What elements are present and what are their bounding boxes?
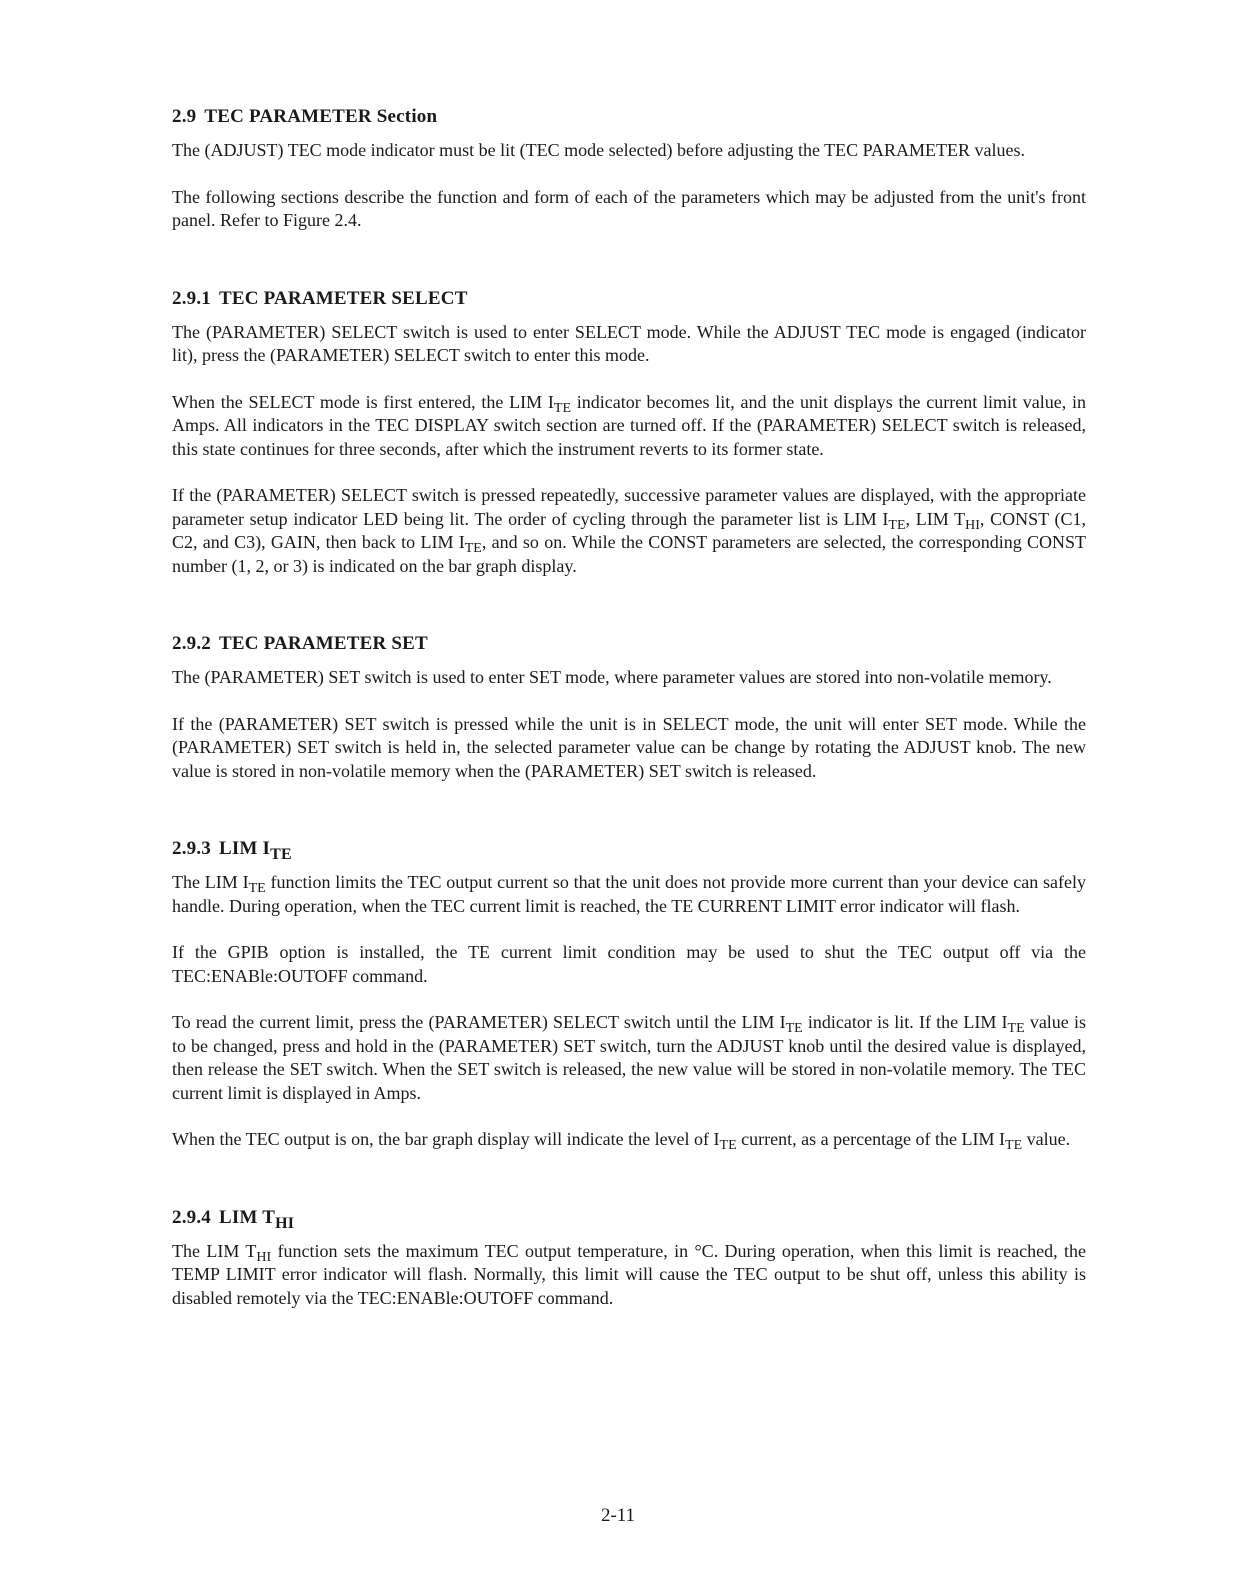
body-subscript: TE (888, 517, 906, 533)
section-title: TEC PARAMETER SELECT (219, 287, 468, 309)
body-subscript: TE (785, 1021, 803, 1036)
section-number: 2.9.3 (172, 838, 211, 859)
section-number: 2.9.4 (172, 1206, 211, 1228)
body-subscript: TE (719, 1138, 737, 1153)
section-heading (172, 836, 1086, 862)
section-heading (172, 1205, 1086, 1231)
body-subscript: TE (464, 541, 482, 556)
body-subscript: TE (1005, 1138, 1023, 1153)
section-number: 2.9 (172, 106, 197, 127)
section-2-9-1 (172, 286, 1086, 579)
section-heading (172, 631, 1086, 657)
section-title: LIM $I_{TE}$ (219, 838, 292, 863)
body-paragraph: If the GPIB option is installed, the TE current limit condition may be used to shut the TEC output off via the TEC:ENABle:OUTOFF command. (172, 942, 1086, 986)
section-title: TEC PARAMETER SET (219, 633, 428, 654)
body-subscript: HI (965, 517, 980, 533)
title-subscript: HI (275, 1214, 295, 1232)
body-paragraph: The LIM $T_{HI}$ function sets the maximum TEC output temperature, in °C. During operation, when this limit is reached, the TEMP LIMIT error indicator will flash. Normally, this limit will cause the TEC output to be shut off, unless this ability is disabled remotely via the TEC:ENABle:OUTOFF command. (172, 1240, 1086, 1308)
section-2-9-3 (172, 836, 1086, 1152)
section-2-9 (172, 104, 1086, 233)
section-heading (172, 286, 1086, 312)
body-paragraph: The LIM $I_{TE}$ function limits the TEC output current so that the unit does not provide more current than your device can safely handle. During operation, when the TEC current limit is reached, the TE CURRENT LIMIT error indicator will flash. (172, 872, 1086, 916)
body-paragraph: To read the current limit, press the (PARAMETER) SELECT switch until the LIM $I_{TE}$ indicator is lit. If the LIM $I_{TE}$ value is to be changed, press and hold in the (PARAMETER) SET switch, turn the ADJUST knob until the desired value is displayed, then release the SET switch. When the SET switch is released, the new value will be stored in non-volatile memory. The TEC current limit is displayed in Amps. (172, 1012, 1086, 1103)
body-paragraph: The (PARAMETER) SET switch is used to enter SET mode, where parameter values are stored into non-volatile memory. (172, 667, 1052, 687)
section-number: 2.9.1 (172, 287, 211, 309)
section-heading (172, 104, 1086, 130)
section-2-9-4 (172, 1205, 1086, 1311)
body-paragraph: When the TEC output is on, the bar graph display will indicate the level of $I_{TE}$ current, as a percentage of the LIM $I_{TE}$ value. (172, 1129, 1071, 1153)
body-paragraph: The (ADJUST) TEC mode indicator must be lit (TEC mode selected) before adjusting the TEC PARAMETER values. (172, 140, 1026, 160)
body-subscript: HI (256, 1249, 272, 1265)
section-title: TEC PARAMETER Section (204, 106, 438, 127)
body-subscript: TE (553, 400, 572, 416)
page-number: 2-11 (600, 1505, 636, 1526)
body-paragraph: The following sections describe the function and form of each of the parameters which may be adjusted from the unit's front panel. Refer to Figure 2.4. (172, 186, 1086, 230)
body-subscript: TE (248, 881, 266, 896)
page-content (172, 104, 1086, 1333)
section-2-9-2 (172, 631, 1086, 783)
body-paragraph: If the (PARAMETER) SELECT switch is pressed repeatedly, successive parameter values are displayed, with the appropriate parameter setup indicator LED being lit. The order of cycling through the parameter list is LIM $I_{TE}$, LIM $T_{HI}$, CONST (C1, C2, and C3), GAIN, then back to LIM $I_{TE}$, and so on. While the CONST parameters are selected, the corresponding CONST number (1, 2, or 3) is indicated on the bar graph display. (172, 485, 1086, 576)
body-subscript: TE (1007, 1021, 1025, 1036)
body-paragraph: If the (PARAMETER) SET switch is pressed while the unit is in SELECT mode, the unit will enter SET mode. While the (PARAMETER) SET switch is held in, the selected parameter value can be change by rotating the ADJUST knob. The new value is stored in non-volatile memory when the (PARAMETER) SET switch is released. (172, 713, 1086, 781)
section-number: 2.9.2 (172, 633, 211, 654)
title-subscript: TE (270, 846, 292, 863)
section-title: LIM $T_{HI}$ (219, 1206, 295, 1232)
body-paragraph: When the SELECT mode is first entered, the LIM $I_{TE}$ indicator becomes lit, and the unit displays the current limit value, in Amps. All indicators in the TEC DISPLAY switch section are turned off. If the (PARAMETER) SELECT switch is released, this state continues for three seconds, after which the instrument reverts to its former state. (172, 391, 1086, 459)
body-paragraph: The (PARAMETER) SELECT switch is used to enter SELECT mode. While the ADJUST TEC mode is engaged (indicator lit), press the (PARAMETER) SELECT switch to enter this mode. (172, 321, 1086, 365)
